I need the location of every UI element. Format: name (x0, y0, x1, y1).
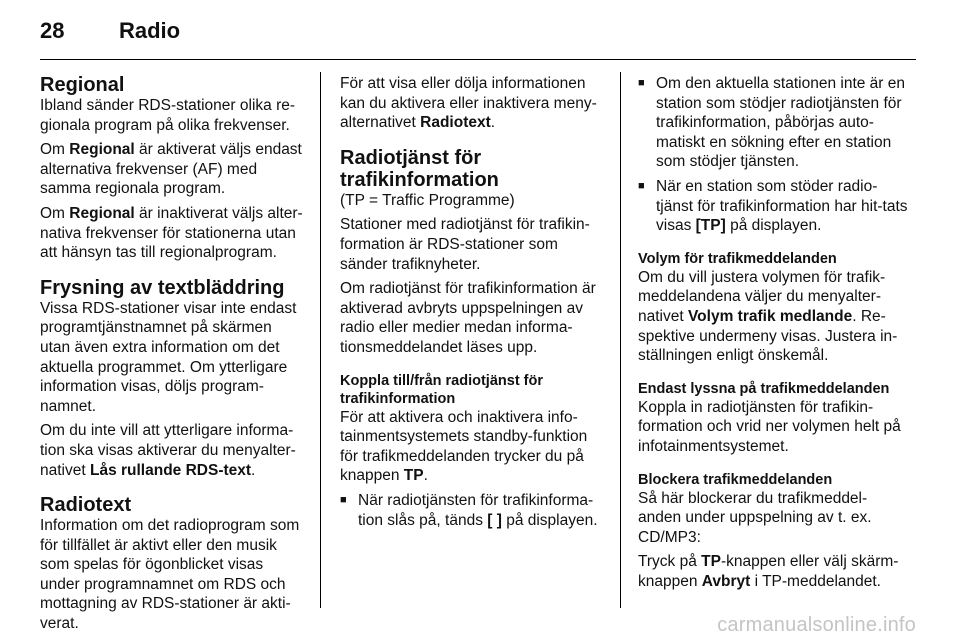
column-1 (40, 74, 306, 639)
bullet-item: ■ När en station som stöder radio-tjänst för trafikinformation har hit-tats visas [TP] på displayen. (638, 177, 908, 235)
bullet-square-icon: ■ (638, 77, 645, 89)
bullet-square-icon: ■ (340, 493, 347, 506)
column-3 (638, 74, 908, 596)
freeze-paragraph-1: Vissa RDS-stationer visar inte endast programtjänstnamnet på skärmen utan även extra information om det aktuella programmet. Om ytterligare information visas, döljs program-namnet. (40, 299, 297, 415)
regional-paragraph-2: Om Regional är aktiverat väljs endast alternativa frekvenser (AF) med samma regionala program. (40, 141, 302, 198)
heading-traffic-programme: Radiotjänst för trafikinformation (340, 146, 499, 191)
chapter-title: Radio (119, 18, 181, 43)
tp-paragraph-1: (TP = Traffic Programme) (340, 191, 515, 209)
block-paragraph-2: Tryck på TP-knappen eller välj skärm-knappen Avbryt i TP-meddelandet. (638, 553, 899, 590)
page-number: 28 (40, 18, 65, 43)
watermark: carmanualsonline.info (717, 614, 916, 636)
heading-listen-only: Endast lyssna på trafikmeddelanden (638, 380, 890, 397)
tp-paragraph-3: Om radiotjänst för trafikinformation är aktiverad avbryts uppspelningen av radio eller medier medan informa-tionsmeddelandet läses upp. (340, 280, 596, 356)
volume-paragraph-1: Om du vill justera volymen för trafik-meddelandena väljer du menyalter-nativet Volym trafik medlande. Re-spektive undermeny visas. Justera in-ställningen enligt önskemål. (638, 268, 898, 365)
toggle-paragraph-1: För att aktivera och inaktivera info-tainmentsystemets standby-funktion för trafikmeddelanden trycker du på knappen TP. (340, 408, 588, 485)
heading-traffic-volume: Volym för trafikmeddelanden (638, 250, 837, 267)
column-2 (340, 74, 606, 535)
radiotext-toggle-paragraph: För att visa eller dölja informationen kan du aktivera eller inaktivera meny-alternativet Radiotext. (340, 75, 597, 132)
radiotext-paragraph-1: Information om det radioprogram som för tillfället är aktivt eller den musik som spelas för ögonblicket visas under programnamnet om RDS och mottagning av RDS-stationer är akti-verat. (40, 517, 300, 633)
column-divider-1 (320, 72, 321, 608)
column-divider-2 (620, 72, 621, 608)
block-paragraph-1: Så här blockerar du trafikmeddel-anden under uppspelning av t. ex. CD/MP3: (638, 489, 872, 546)
listen-paragraph-1: Koppla in radiotjänsten för trafikin-formation och vrid ner volymen helt på infotainmentsystemet. (638, 398, 901, 455)
heading-regional: Regional (40, 74, 125, 96)
freeze-paragraph-2: Om du inte vill att ytterligare informa-tion ska visas aktiverar du menyalter-nativet Lås rullande RDS-text. (40, 422, 296, 479)
regional-paragraph-1: Ibland sänder RDS-stationer olika re-gionala program på olika frekvenser. (40, 97, 296, 134)
page-header (40, 18, 180, 48)
heading-block-traffic: Blockera trafikmeddelanden (638, 471, 833, 488)
bullet-item: ■ När radiotjänsten för trafikinforma-tion slås på, tänds [ ] på displayen. (340, 491, 598, 529)
heading-radiotext: Radiotext (40, 494, 132, 517)
heading-freeze-scroll: Frysning av textbläddring (40, 276, 285, 299)
bullet-item: ■ Om den aktuella stationen inte är en station som stödjer radiotjänsten för trafikinformation, påbörjas auto-matiskt en sökning efter en station som stödjer tjänsten. (638, 75, 906, 171)
heading-toggle-tp: Koppla till/från radiotjänst för trafikinformation (340, 372, 544, 407)
header-rule (40, 59, 916, 60)
tp-paragraph-2: Stationer med radiotjänst för trafikin-formation är RDS-stationer som sänder trafiknyheter. (340, 216, 590, 273)
bullet-square-icon: ■ (638, 179, 645, 192)
regional-paragraph-3: Om Regional är inaktiverat väljs alter-nativa frekvenser för stationerna utan att hänsyn tas till regionalprogram. (40, 204, 303, 262)
